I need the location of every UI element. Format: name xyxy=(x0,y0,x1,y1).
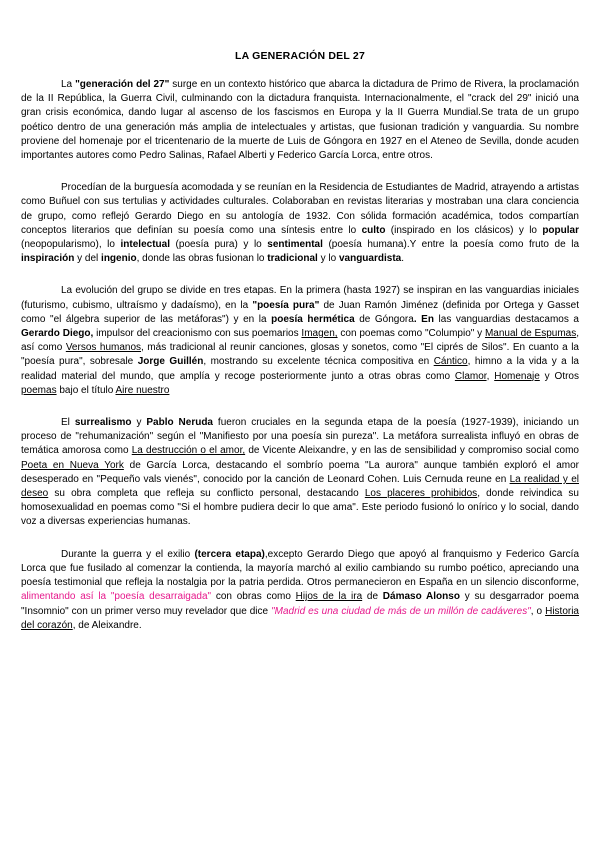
work-title-hijos-de-la-ira: Hijos de la ira xyxy=(295,591,363,603)
paragraph-3: La evolución del grupo se divide en tres etapas. En la primera (hasta 1927) se inspiran en las vanguardias iniciales (futurismo, cubismo, ultraísmo y dadaísmo), en la "poesía pura" de Juan Ramón Jiménez (definida por Ortega y Gasset como "el álgebra superior de las metáforas") y en la poesía hermética de Góngora. En las vanguardias destacamos a Gerardo Diego, impulsor del creacionismo con sus poemarios Imagen, con poemas como "Columpio" y Manual de Espumas, así como Versos humanos, más tradicional al reunir canciones, glosas y sonetos, como "El ciprés de Silos". En cuanto a la "poesía pura", sobresale Jorge Guillén, mostrando su excelente técnica compositiva en Cántico, himno a la vida y a la realidad material del mundo, que amplía y recoge posteriormente junto a otras obras como Clamor, Homenaje y Otros poemas bajo el título Aire nuestro xyxy=(21,285,579,396)
page-title: LA GENERACIÓN DEL 27 xyxy=(234,50,366,62)
paragraph-5: Durante la guerra y el exilio (tercera etapa),excepto Gerardo Diego que apoyó al franquismo y Federico García Lorca que fue fusilado al comenzar la contienda, la mayoría marchó al exilio cambiando su rumbo poético, apreciando una poesía testimonial que refleja la nostalgia por la patria perdida. Otros permanecieron en España en un silencio disconforme, alimentando así la "poesía desarraigada" con obras como Hijos de la ira de Dámaso Alonso y su desgarrador poema "Insomnio" con un primer verso muy revelador que dice "Madrid es una ciudad de más de un millón de cadáveres", o Historia del corazón, de Aleixandre. xyxy=(21,548,580,631)
work-title-poemas: poemas xyxy=(21,384,57,396)
work-title-la-destruccion-o-el-amor: La destrucción o el amor, xyxy=(131,445,246,457)
work-title-los-placeres-prohibidos: Los placeres prohibidos xyxy=(364,488,478,500)
work-title-aire-nuestro: Aire nuestro xyxy=(115,384,170,396)
work-title-manual-de-espumas: Manual de Espumas xyxy=(484,328,577,340)
work-title-versos-humanos: Versos humanos xyxy=(65,342,142,354)
work-title-imagen: Imagen, xyxy=(301,328,338,340)
paragraph-2: Procedían de la burguesía acomodada y se reunían en la Residencia de Estudiantes de Madrid, atrayendo a artistas como Buñuel con sus tertulias y actividades culturales. Colaboraban en revistas literarias y mostraban una clara conciencia de grupo, como reflejó Gerardo Diego en su antología de 1932. Con sólida formación académica, todos compartían conceptos literarios que definían su poesía como una síntesis entre lo culto (inspirado en los clásicos) y lo popular (neopopularismo), lo intelectual (poesía pura) y lo sentimental (poesía humana).Y entre la poesía como fruto de la inspiración y del ingenio, donde las obras fusionan lo tradicional y lo vanguardista. xyxy=(21,182,580,265)
work-title-historia-del-corazon: Historia del corazón xyxy=(21,605,579,631)
paragraph-4: El surrealismo y Pablo Neruda fueron cruciales en la segunda etapa de la poesía (1927-1939), iniciando un proceso de "rehumanización" según el "Manifiesto por una poesía sin pureza". La metáfora surrealista influyó en obras de temática amorosa como La destrucción o el amor, de Vicente Aleixandre, y en las de sensibilidad y compromiso social como Poeta en Nueva York de García Lorca, destacando el sombrío poema "La aurora" aunque también exploró el amor desesperado en "Pequeño vals vienés", conocido por la canción de Leonard Cohen. Luis Cernuda reune en La realidad y el deseo su obra completa que refleja su conflicto personal, destacando Los placeres prohibidos, donde reivindica su homosexualidad en poemas como "Si el hombre pudiera decir lo que ama". Este periodo fusionó lo onírico y lo social, dando voz a diversas experiencias humanas. xyxy=(21,417,579,528)
work-title-cantico: Cántico xyxy=(433,356,468,368)
work-title-homenaje: Homenaje xyxy=(494,370,540,382)
work-title-la-realidad-y-el-deseo: La realidad y el deseo xyxy=(21,473,579,500)
highlight-poesia-desarraigada: alimentando así la "poesía desarraigada" xyxy=(21,591,212,603)
work-title-poeta-en-nueva-york: Poeta en Nueva York xyxy=(21,459,124,471)
work-title-clamor: Clamor xyxy=(454,370,487,382)
highlight-quote-madrid: "Madrid es una ciudad de más de un millón de cadáveres" xyxy=(271,605,531,617)
paragraph-1: La "generación del 27" surge en un contexto histórico que abarca la dictadura de Primo de Rivera, la proclamación de la II República, la Guerra Civil, culminando con la dictadura franquista. Internacionalmente, el "crack del 29" inició una gran crisis económica, dando lugar al ascenso de los fascismos en Europa y la II Guerra Mundial.Se trata de un grupo poético dentro de una generación más amplia de intelectuales y artistas, que fusionan tradición y vanguardia. Su nombre proviene del homenaje por el tricentenario de la muerte de Luis de Góngora en 1927 en el Ateneo de Sevilla, donde acuden importantes autores como Pedro Salinas, Rafael Alberti y Federico García Lorca, entre otros. xyxy=(21,79,580,162)
